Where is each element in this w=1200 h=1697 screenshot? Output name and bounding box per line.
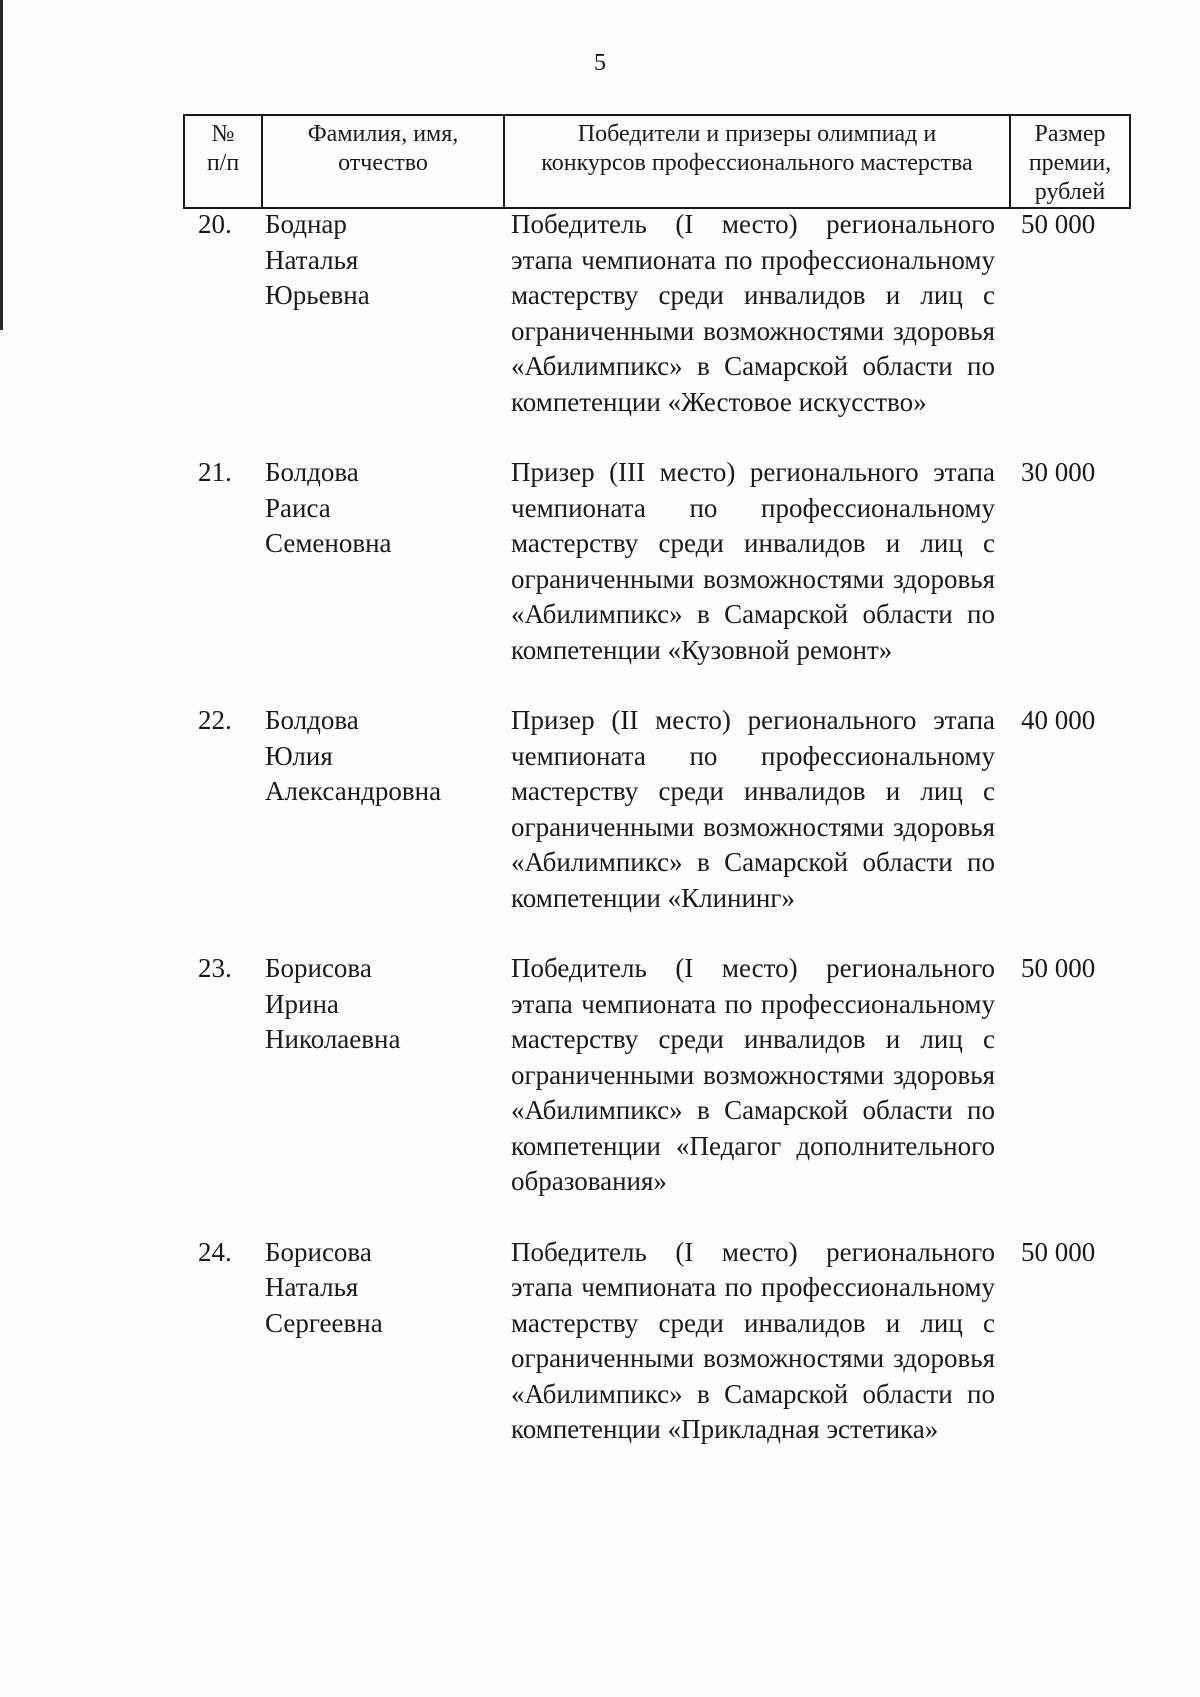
header-description-line: Победители и призеры олимпиад и	[577, 121, 937, 147]
row-number: 23.	[198, 953, 232, 983]
prize-amount: 50 000	[1021, 209, 1096, 239]
patronymic: Александровна	[265, 776, 442, 806]
surname: Болдова	[265, 705, 359, 735]
header-num-line: п/п	[206, 150, 240, 176]
achievement-description: Победитель (I место) регионального этапа чемпионата по профессиональному мастерству среди инвалидов и лиц с ограниченными возможностями здоровья «Абилимпикс» в Самарской области по компетенции «Прикладная эстетика»	[511, 1236, 995, 1444]
achievement-description: Победитель (I место) регионального этапа чемпионата по профессиональному мастерству среди инвалидов и лиц с ограниченными возможностями здоровья «Абилимпикс» в Самарской области по компетенции «Педагог дополнительного образования»	[511, 953, 995, 1196]
award-row	[183, 1235, 1123, 1448]
patronymic: Сергеевна	[265, 1307, 383, 1338]
person-name	[265, 1235, 505, 1342]
patronymic: Семеновна	[265, 528, 392, 558]
award-row	[183, 951, 1123, 1200]
achievement-description: Призер (II место) регионального этапа чемпионата по профессиональному мастерству среди инвалидов и лиц с ограниченными возможностями здоровья «Абилимпикс» в Самарской области по компетенции «Клининг»	[511, 705, 995, 913]
patronymic: Юрьевна	[265, 280, 370, 310]
header-name-line: отчество	[338, 150, 428, 176]
row-number: 20.	[198, 209, 232, 239]
prize-amount: 30 000	[1021, 457, 1096, 487]
award-row	[183, 703, 1123, 916]
header-num-line: №	[211, 121, 235, 147]
header-prize-line: Размер	[1034, 121, 1106, 147]
row-number: 24.	[198, 1236, 232, 1267]
header-prize-line: премии,	[1028, 150, 1112, 176]
row-number: 22.	[198, 705, 232, 735]
first-name: Юлия	[265, 740, 333, 771]
prize-amount: 50 000	[1021, 1236, 1096, 1267]
header-prize-line: рублей	[1034, 179, 1106, 205]
header-prize	[1010, 115, 1130, 208]
row-number: 21.	[198, 457, 232, 487]
achievement-description: Победитель (I место) регионального этапа чемпионата по профессиональному мастерству среди инвалидов и лиц с ограниченными возможностями здоровья «Абилимпикс» в Самарской области по компетенции «Жестовое искусство»	[511, 209, 995, 417]
header-name-line: Фамилия, имя,	[307, 121, 459, 147]
first-name: Раиса	[265, 492, 331, 523]
person-name	[265, 207, 505, 314]
award-row	[183, 207, 1123, 420]
achievement-description: Призер (III место) регионального этапа чемпионата по профессиональному мастерству среди инвалидов и лиц с ограниченными возможностями здоровья «Абилимпикс» в Самарской области по компетенции «Кузовной ремонт»	[511, 457, 995, 665]
surname: Боднар	[265, 209, 347, 239]
first-name: Ирина	[265, 988, 339, 1019]
award-row	[183, 455, 1123, 668]
award-list	[183, 207, 1123, 1483]
prize-amount: 50 000	[1021, 953, 1096, 983]
header-num	[184, 115, 262, 208]
person-name	[265, 703, 505, 810]
header-name	[262, 115, 504, 208]
surname: Борисова	[265, 953, 372, 983]
table-header	[183, 114, 1131, 209]
header-description-line: конкурсов профессионального мастерства	[541, 150, 973, 176]
page-number: 5	[594, 50, 606, 76]
prize-amount: 40 000	[1021, 705, 1096, 735]
patronymic: Николаевна	[265, 1024, 401, 1054]
header-description	[504, 115, 1010, 208]
first-name: Наталья	[265, 244, 359, 275]
person-name	[265, 455, 505, 562]
first-name: Наталья	[265, 1272, 359, 1302]
surname: Болдова	[265, 457, 359, 487]
person-name	[265, 951, 505, 1058]
surname: Борисова	[265, 1236, 372, 1267]
